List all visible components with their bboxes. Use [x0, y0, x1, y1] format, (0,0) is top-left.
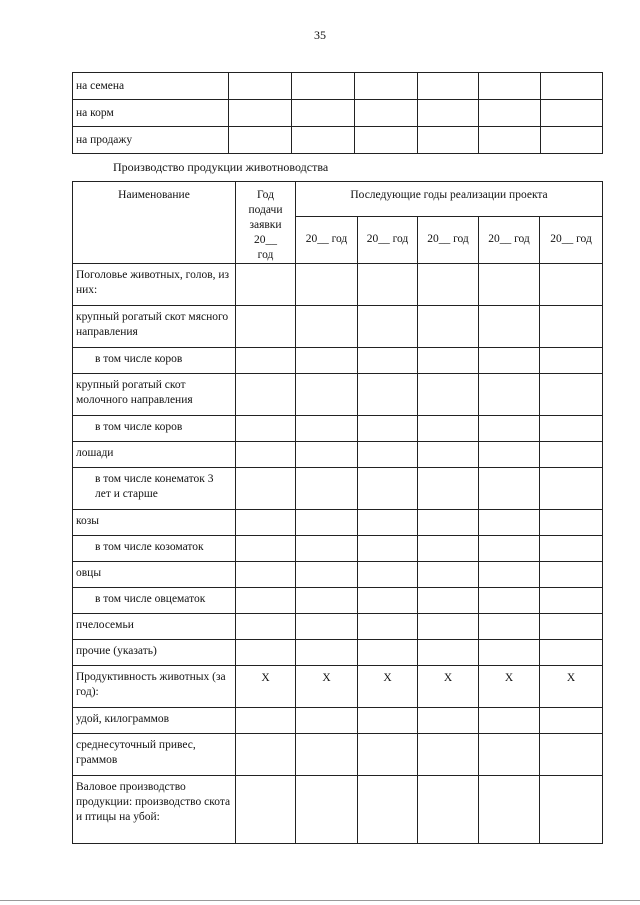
table-cell[interactable] — [418, 441, 479, 467]
table-cell[interactable] — [479, 733, 540, 775]
row-label: лошади — [73, 441, 236, 467]
row-label: пчелосемьи — [73, 613, 236, 639]
table-cell[interactable] — [358, 373, 418, 415]
table-cell[interactable] — [292, 73, 355, 100]
row-label: в том числе конематок 3 лет и старше — [73, 467, 236, 509]
header-year-4: 20__ год — [479, 217, 540, 264]
table-cell[interactable] — [418, 73, 479, 100]
table-cell[interactable] — [418, 509, 479, 535]
section-caption: Производство продукции животноводства — [113, 160, 329, 174]
table-cell[interactable] — [236, 707, 296, 733]
row-label: Валовое производство продукции: производство скота и птицы на убой: — [73, 775, 236, 843]
table-row — [73, 127, 603, 154]
table-cell[interactable] — [358, 535, 418, 561]
table-cell[interactable] — [540, 561, 603, 587]
table-cell[interactable] — [479, 535, 540, 561]
x-mark-cell[interactable]: X — [418, 665, 479, 707]
table-cell[interactable] — [296, 733, 358, 775]
table-cell[interactable] — [236, 305, 296, 347]
table-cell[interactable] — [540, 305, 603, 347]
row-label: в том числе коров — [73, 347, 236, 373]
row-label: среднесуточный привес, граммов — [73, 733, 236, 775]
row-label: Продуктивность животных (за год): — [73, 665, 236, 707]
header-year-2: 20__ год — [358, 217, 418, 264]
table-cell[interactable] — [418, 561, 479, 587]
table-cell[interactable] — [540, 639, 603, 665]
page-number: 35 — [314, 28, 326, 42]
row-label: на семена — [73, 73, 229, 100]
table-cell[interactable] — [479, 73, 541, 100]
table-cell[interactable] — [355, 127, 418, 154]
table-cell[interactable] — [540, 347, 603, 373]
table-cell[interactable] — [358, 613, 418, 639]
table-cell[interactable] — [418, 587, 479, 613]
row-label: прочие (указать) — [73, 639, 236, 665]
table-cell[interactable] — [418, 127, 479, 154]
table-cell[interactable] — [236, 441, 296, 467]
x-mark-cell[interactable]: X — [479, 665, 540, 707]
table-cell[interactable] — [540, 613, 603, 639]
table-cell[interactable] — [479, 347, 540, 373]
table-cell[interactable] — [358, 707, 418, 733]
table-row — [73, 373, 603, 415]
row-label: овцы — [73, 561, 236, 587]
livestock-production-table — [72, 181, 603, 844]
table-cell[interactable] — [358, 441, 418, 467]
table-cell[interactable] — [418, 373, 479, 415]
table-cell[interactable] — [296, 373, 358, 415]
table-cell[interactable] — [479, 707, 540, 733]
table-cell[interactable] — [296, 441, 358, 467]
table-cell[interactable] — [296, 639, 358, 665]
table-cell[interactable] — [296, 707, 358, 733]
table-row — [73, 415, 603, 441]
table-row — [73, 509, 603, 535]
table-cell[interactable] — [540, 587, 603, 613]
table-cell[interactable] — [296, 561, 358, 587]
header-application-year: Год подачи заявки 20__ год — [236, 182, 296, 264]
table-cell[interactable] — [229, 73, 292, 100]
table-cell[interactable] — [479, 613, 540, 639]
table-cell[interactable] — [479, 441, 540, 467]
row-label: крупный рогатый скот молочного направления — [73, 373, 236, 415]
table-row — [73, 467, 603, 509]
table-cell[interactable] — [540, 775, 603, 843]
table-cell[interactable] — [229, 127, 292, 154]
table-cell[interactable] — [358, 775, 418, 843]
table-cell[interactable] — [296, 467, 358, 509]
table-cell[interactable] — [540, 441, 603, 467]
table-row — [73, 441, 603, 467]
table-cell[interactable] — [236, 561, 296, 587]
table-cell[interactable] — [479, 127, 541, 154]
table-cell[interactable] — [418, 535, 479, 561]
table-cell[interactable] — [296, 347, 358, 373]
header-following-years: Последующие годы реализации проекта — [296, 182, 603, 217]
table-cell[interactable] — [296, 535, 358, 561]
table-cell[interactable] — [418, 347, 479, 373]
row-label: в том числе коров — [73, 415, 236, 441]
table-cell[interactable] — [358, 263, 418, 305]
table-cell[interactable] — [355, 100, 418, 127]
table-row — [73, 707, 603, 733]
row-label: удой, килограммов — [73, 707, 236, 733]
table-cell[interactable] — [236, 347, 296, 373]
table-cell[interactable] — [418, 467, 479, 509]
row-label: в том числе козоматок — [73, 535, 236, 561]
x-mark-cell[interactable]: X — [358, 665, 418, 707]
table-row — [73, 73, 603, 100]
table-cell[interactable] — [358, 305, 418, 347]
row-label: Поголовье животных, голов, из них: — [73, 263, 236, 305]
table-cell[interactable] — [236, 775, 296, 843]
table-cell[interactable] — [479, 263, 540, 305]
table-row — [73, 587, 603, 613]
table-cell[interactable] — [229, 100, 292, 127]
row-label: на продажу — [73, 127, 229, 154]
table-row — [73, 775, 603, 843]
table-cell[interactable] — [358, 733, 418, 775]
table-cell[interactable] — [296, 613, 358, 639]
table-cell[interactable] — [358, 561, 418, 587]
table-cell[interactable] — [296, 775, 358, 843]
table-cell[interactable] — [296, 587, 358, 613]
table-cell[interactable] — [236, 613, 296, 639]
footer-divider — [0, 900, 640, 901]
table-cell[interactable] — [358, 415, 418, 441]
top-table — [72, 72, 603, 154]
row-label: крупный рогатый скот мясного направления — [73, 305, 236, 347]
table-cell[interactable] — [418, 775, 479, 843]
table-cell[interactable] — [540, 373, 603, 415]
table-cell[interactable] — [236, 733, 296, 775]
table-row — [73, 263, 603, 305]
table-cell[interactable] — [479, 415, 540, 441]
table-cell[interactable] — [418, 733, 479, 775]
table-cell[interactable] — [296, 263, 358, 305]
table-cell[interactable] — [418, 613, 479, 639]
table-cell[interactable] — [479, 561, 540, 587]
table-row — [73, 665, 603, 707]
table-cell[interactable] — [541, 73, 603, 100]
table-cell[interactable] — [479, 587, 540, 613]
table-cell[interactable] — [479, 509, 540, 535]
table-cell[interactable] — [479, 100, 541, 127]
table-cell[interactable] — [418, 639, 479, 665]
table-cell[interactable] — [236, 587, 296, 613]
table-cell[interactable] — [479, 639, 540, 665]
table-cell[interactable] — [358, 639, 418, 665]
table-row — [73, 639, 603, 665]
table-cell[interactable] — [540, 415, 603, 441]
table-cell[interactable] — [540, 707, 603, 733]
table-cell[interactable] — [292, 100, 355, 127]
table-cell[interactable] — [418, 263, 479, 305]
table-cell[interactable] — [418, 305, 479, 347]
table-cell[interactable] — [236, 509, 296, 535]
table-row — [73, 347, 603, 373]
x-mark-cell[interactable]: X — [296, 665, 358, 707]
table-cell[interactable] — [479, 467, 540, 509]
table-cell[interactable] — [540, 733, 603, 775]
table-row — [73, 613, 603, 639]
table-cell[interactable] — [236, 263, 296, 305]
table-cell[interactable] — [540, 509, 603, 535]
x-mark-cell[interactable]: X — [540, 665, 603, 707]
table-cell[interactable] — [418, 415, 479, 441]
table-cell[interactable] — [418, 707, 479, 733]
table-cell[interactable] — [236, 535, 296, 561]
table-cell[interactable] — [540, 263, 603, 305]
x-mark-cell[interactable]: X — [236, 665, 296, 707]
row-label: в том числе овцематок — [73, 587, 236, 613]
table-cell[interactable] — [296, 415, 358, 441]
table-cell[interactable] — [296, 509, 358, 535]
table-cell[interactable] — [479, 775, 540, 843]
row-label: на корм — [73, 100, 229, 127]
table-cell[interactable] — [358, 467, 418, 509]
table-cell[interactable] — [296, 305, 358, 347]
table-cell[interactable] — [292, 127, 355, 154]
table-row — [73, 561, 603, 587]
table-row — [73, 100, 603, 127]
table-cell[interactable] — [236, 373, 296, 415]
table-cell[interactable] — [358, 509, 418, 535]
row-label: козы — [73, 509, 236, 535]
table-row — [73, 305, 603, 347]
header-year-1: 20__ год — [296, 217, 358, 264]
table-cell[interactable] — [479, 373, 540, 415]
table-cell[interactable] — [540, 535, 603, 561]
table-cell[interactable] — [355, 73, 418, 100]
table-cell[interactable] — [541, 100, 603, 127]
table-cell[interactable] — [541, 127, 603, 154]
table-cell[interactable] — [236, 639, 296, 665]
table-row — [73, 535, 603, 561]
table-cell[interactable] — [479, 305, 540, 347]
header-year-5: 20__ год — [540, 217, 603, 264]
table-cell[interactable] — [358, 347, 418, 373]
table-cell[interactable] — [358, 587, 418, 613]
table-cell[interactable] — [418, 100, 479, 127]
table-cell[interactable] — [236, 415, 296, 441]
header-year-3: 20__ год — [418, 217, 479, 264]
table-cell[interactable] — [540, 467, 603, 509]
table-cell[interactable] — [236, 467, 296, 509]
header-name: Наименование — [73, 182, 236, 264]
table-row — [73, 733, 603, 775]
